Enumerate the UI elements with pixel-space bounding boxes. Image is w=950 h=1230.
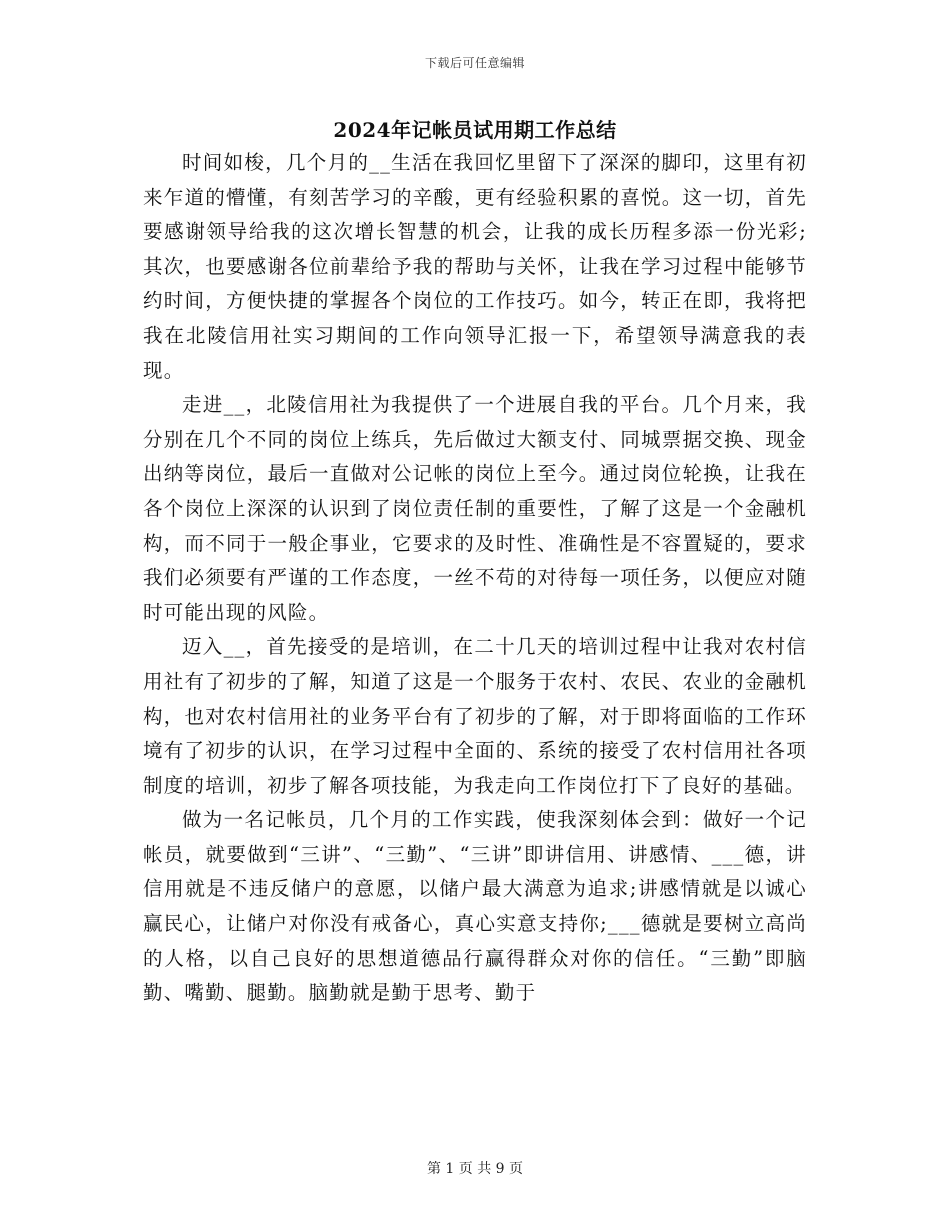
document-body <box>143 146 807 1011</box>
paragraph-1: 时间如梭，几个月的__生活在我回忆里留下了深深的脚印，这里有初来乍道的懵懂，有刻苦学习的辛酸，更有经验积累的喜悦。这一切，首先要感谢领导给我的这次增长智慧的机会，让我的成长历程多添一份光彩;其次，也要感谢各位前辈给予我的帮助与关怀，让我在学习过程中能够节约时间，方便快捷的掌握各个岗位的工作技巧。如今，转正在即，我将把我在北陵信用社实习期间的工作向领导汇报一下，希望领导满意我的表现。 <box>143 151 807 382</box>
paragraph-4: 做为一名记帐员，几个月的工作实践，使我深刻体会到：做好一个记帐员，就要做到“三讲”、“三勤”、“三讲”即讲信用、讲感情、___德，讲信用就是不违反储户的意愿，以储户最大满意为追求;讲感情就是以诚心赢民心，让储户对你没有戒备心，真心实意支持你;___德就是要树立高尚的人格，以自己良好的思想道德品行赢得群众对你的信任。“三勤”即脑勤、嘴勤、腿勤。脑勤就是勤于思考、勤于 <box>143 808 807 1005</box>
page-header: 下载后可任意编辑 <box>424 56 525 70</box>
document-title: 2024年记帐员试用期工作总结 <box>333 118 617 142</box>
paragraph-2: 走进__，北陵信用社为我提供了一个进展自我的平台。几个月来，我分别在几个不同的岗位上练兵，先后做过大额支付、同城票据交换、现金出纳等岗位，最后一直做对公记帐的岗位上至今。通过岗位轮换，让我在各个岗位上深深的认识到了岗位责任制的重要性，了解了这是一个金融机构，而不同于一般企事业，它要求的及时性、准确性是不容置疑的，要求我们必须要有严谨的工作态度，一丝不苟的对待每一项任务，以便应对随时可能出现的风险。 <box>143 393 807 624</box>
paragraph-3: 迈入__，首先接受的是培训，在二十几天的培训过程中让我对农村信用社有了初步的了解，知道了这是一个服务于农村、农民、农业的金融机构，也对农村信用社的业务平台有了初步的了解，对于即将面临的工作环境有了初步的认识，在学习过程中全面的、系统的接受了农村信用社各项制度的培训，初步了解各项技能，为我走向工作岗位打下了良好的基础。 <box>143 635 807 797</box>
page-number-footer: 第 1 页 共 9 页 <box>426 1161 524 1177</box>
